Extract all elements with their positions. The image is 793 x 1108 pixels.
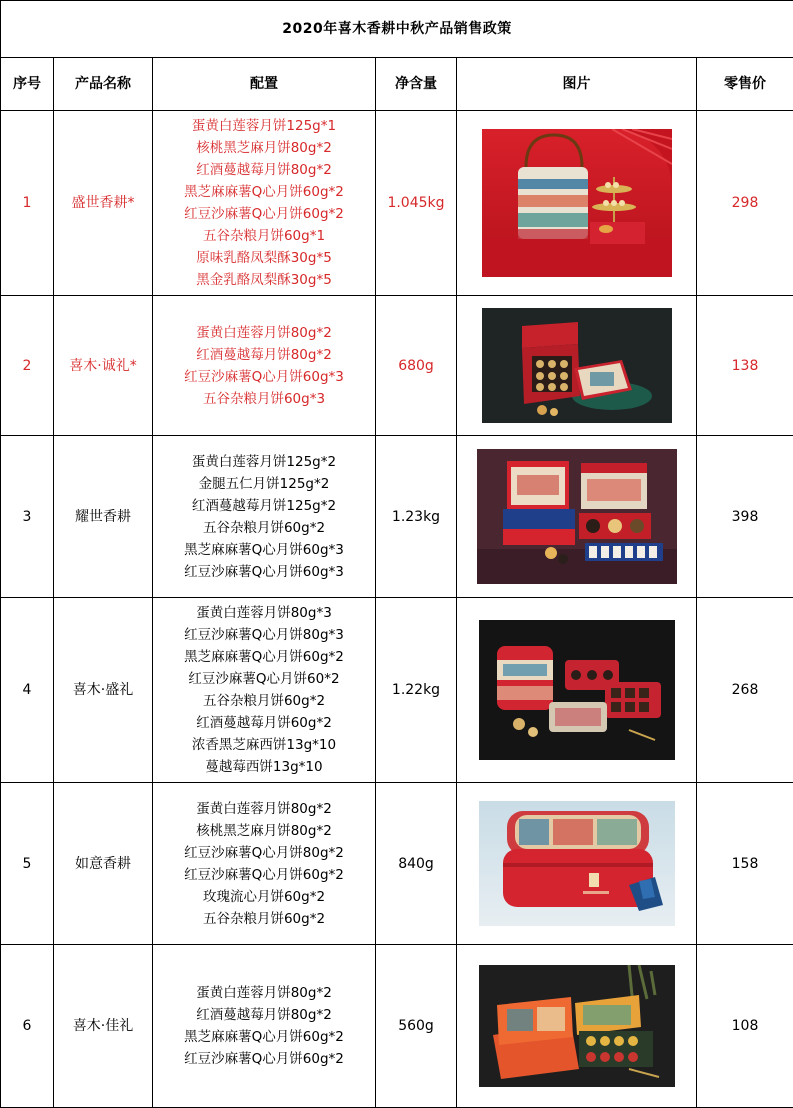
tin-and-trays-gift-box-photo bbox=[479, 620, 675, 760]
red-tiered-gift-box-photo bbox=[482, 129, 672, 277]
table-row bbox=[1, 111, 793, 296]
product-image-cell bbox=[457, 945, 697, 1108]
row-index: 3 bbox=[1, 436, 54, 598]
config-item: 五谷杂粮月饼60g*3 bbox=[153, 388, 375, 410]
net-weight: 840g bbox=[376, 783, 457, 945]
product-image-cell bbox=[457, 111, 697, 296]
header-price: 零售价 bbox=[697, 58, 793, 111]
row-index: 5 bbox=[1, 783, 54, 945]
page-title: 2020年喜木香耕中秋产品销售政策 bbox=[1, 1, 793, 58]
retail-price: 138 bbox=[697, 296, 793, 436]
config-item: 蔓越莓西饼13g*10 bbox=[153, 756, 375, 778]
net-weight: 560g bbox=[376, 945, 457, 1108]
config-item: 黑芝麻麻薯Q心月饼60g*2 bbox=[153, 1026, 375, 1048]
header-row bbox=[1, 58, 793, 111]
config-item: 五谷杂粮月饼60g*2 bbox=[153, 517, 375, 539]
product-image-cell bbox=[457, 783, 697, 945]
config-item: 蛋黄白莲蓉月饼125g*2 bbox=[153, 451, 375, 473]
row-index: 4 bbox=[1, 598, 54, 783]
product-image-cell bbox=[457, 598, 697, 783]
config-item: 红豆沙麻薯Q心月饼60g*3 bbox=[153, 561, 375, 583]
config-item: 金腿五仁月饼125g*2 bbox=[153, 473, 375, 495]
product-name: 喜木·诚礼* bbox=[54, 296, 153, 436]
header-config: 配置 bbox=[153, 58, 376, 111]
config-item: 黑芝麻麻薯Q心月饼60g*3 bbox=[153, 539, 375, 561]
config-item: 红豆沙麻薯Q心月饼60g*2 bbox=[153, 864, 375, 886]
product-name: 盛世香耕* bbox=[54, 111, 153, 296]
net-weight: 1.22kg bbox=[376, 598, 457, 783]
table-row bbox=[1, 296, 793, 436]
config-item: 核桃黑芝麻月饼80g*2 bbox=[153, 820, 375, 842]
product-config bbox=[153, 598, 376, 783]
header-weight: 净含量 bbox=[376, 58, 457, 111]
product-image-cell bbox=[457, 296, 697, 436]
header-index: 序号 bbox=[1, 58, 54, 111]
product-config bbox=[153, 783, 376, 945]
product-name: 如意香耕 bbox=[54, 783, 153, 945]
config-item: 红酒蔓越莓月饼80g*2 bbox=[153, 344, 375, 366]
config-item: 红豆沙麻薯Q心月饼60*2 bbox=[153, 668, 375, 690]
config-item: 红豆沙麻薯Q心月饼80g*2 bbox=[153, 842, 375, 864]
config-item: 五谷杂粮月饼60g*1 bbox=[153, 225, 375, 247]
config-item: 蛋黄白莲蓉月饼80g*2 bbox=[153, 798, 375, 820]
retail-price: 158 bbox=[697, 783, 793, 945]
row-index: 2 bbox=[1, 296, 54, 436]
net-weight: 680g bbox=[376, 296, 457, 436]
open-book-gift-box-photo bbox=[482, 308, 672, 423]
config-item: 五谷杂粮月饼60g*2 bbox=[153, 908, 375, 930]
config-item: 黑芝麻麻薯Q心月饼60g*2 bbox=[153, 181, 375, 203]
table-row bbox=[1, 598, 793, 783]
product-config bbox=[153, 436, 376, 598]
config-item: 红酒蔓越莓月饼60g*2 bbox=[153, 712, 375, 734]
product-config bbox=[153, 111, 376, 296]
orange-gift-box-photo bbox=[479, 965, 675, 1087]
table-row bbox=[1, 783, 793, 945]
layered-drawer-gift-box-photo bbox=[477, 449, 677, 584]
product-name: 喜木·佳礼 bbox=[54, 945, 153, 1108]
config-item: 红豆沙麻薯Q心月饼60g*2 bbox=[153, 203, 375, 225]
header-name: 产品名称 bbox=[54, 58, 153, 111]
config-item: 黑芝麻麻薯Q心月饼60g*2 bbox=[153, 646, 375, 668]
table-row bbox=[1, 945, 793, 1108]
config-item: 红酒蔓越莓月饼80g*2 bbox=[153, 1004, 375, 1026]
red-rounded-tin-photo bbox=[479, 801, 675, 926]
table-row bbox=[1, 436, 793, 598]
config-item: 蛋黄白莲蓉月饼80g*3 bbox=[153, 602, 375, 624]
config-item: 黑金乳酪凤梨酥30g*5 bbox=[153, 269, 375, 291]
retail-price: 298 bbox=[697, 111, 793, 296]
row-index: 1 bbox=[1, 111, 54, 296]
config-item: 红酒蔓越莓月饼125g*2 bbox=[153, 495, 375, 517]
config-item: 浓香黑芝麻西饼13g*10 bbox=[153, 734, 375, 756]
net-weight: 1.23kg bbox=[376, 436, 457, 598]
config-item: 红豆沙麻薯Q心月饼60g*2 bbox=[153, 1048, 375, 1070]
config-item: 五谷杂粮月饼60g*2 bbox=[153, 690, 375, 712]
retail-price: 108 bbox=[697, 945, 793, 1108]
config-item: 红豆沙麻薯Q心月饼80g*3 bbox=[153, 624, 375, 646]
retail-price: 268 bbox=[697, 598, 793, 783]
net-weight: 1.045kg bbox=[376, 111, 457, 296]
row-index: 6 bbox=[1, 945, 54, 1108]
product-name: 耀世香耕 bbox=[54, 436, 153, 598]
config-item: 玫瑰流心月饼60g*2 bbox=[153, 886, 375, 908]
config-item: 红酒蔓越莓月饼80g*2 bbox=[153, 159, 375, 181]
config-item: 蛋黄白莲蓉月饼80g*2 bbox=[153, 322, 375, 344]
config-item: 核桃黑芝麻月饼80g*2 bbox=[153, 137, 375, 159]
config-item: 蛋黄白莲蓉月饼125g*1 bbox=[153, 115, 375, 137]
retail-price: 398 bbox=[697, 436, 793, 598]
config-item: 蛋黄白莲蓉月饼80g*2 bbox=[153, 982, 375, 1004]
product-name: 喜木·盛礼 bbox=[54, 598, 153, 783]
product-config bbox=[153, 296, 376, 436]
product-image-cell bbox=[457, 436, 697, 598]
product-config bbox=[153, 945, 376, 1108]
header-image: 图片 bbox=[457, 58, 697, 111]
config-item: 红豆沙麻薯Q心月饼60g*3 bbox=[153, 366, 375, 388]
config-item: 原味乳酪凤梨酥30g*5 bbox=[153, 247, 375, 269]
